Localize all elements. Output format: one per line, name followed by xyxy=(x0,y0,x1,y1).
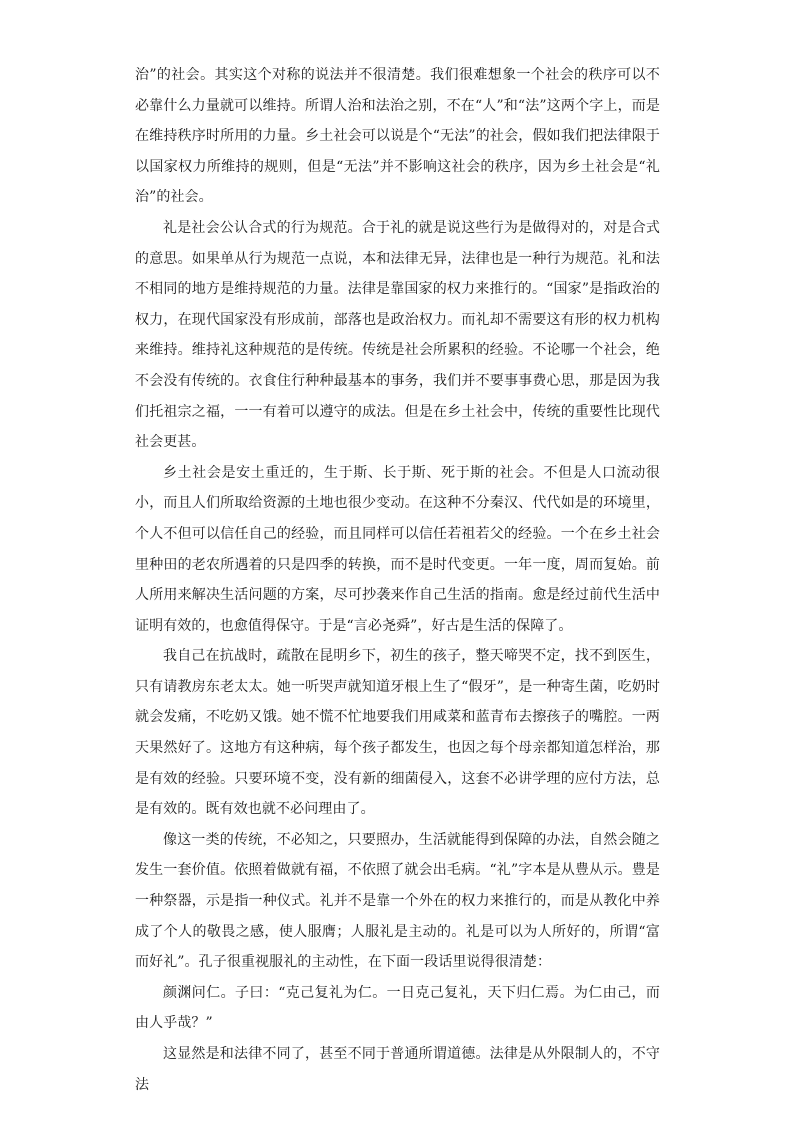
paragraph-7: 这显然是和法律不同了，甚至不同于普通所谓道德。法律是从外限制人的，不守法 xyxy=(135,1046,660,1093)
paragraph-6-quote: 颜渊问仁。子曰：“克己复礼为仁。一日克己复礼，天下归仁焉。为仁由己，而由人乎哉？” xyxy=(135,984,660,1032)
paragraph-1: 治”的社会。其实这个对称的说法并不很清楚。我们很难想象一个社会的秩序可以不必靠什么力量就可以维持。所谓人治和法治之别，不在“人”和“法”这两个字上，而是在维持秩序时所用的力量。乡土社会可以说是个“无法”的社会，假如我们把法律限于以国家权力所维持的规则，但是“无法”并不影响这社会的秩序，因为乡土社会是“礼治”的社会。 xyxy=(135,67,660,206)
document-body xyxy=(135,60,660,1100)
paragraph-2: 礼是社会公认合式的行为规范。合于礼的就是说这些行为是做得对的，对是合式的意思。如果单从行为规范一点说，本和法律无异，法律也是一种行为规范。礼和法不相同的地方是维持规范的力量。法律是靠国家的权力来推行的。“国家”是指政治的权力，在现代国家没有形成前，部落也是政治权力。而礼却不需要这有形的权力机构来维持。维持礼这种规范的是传统。传统是社会所累积的经验。不论哪一个社会，绝不会没有传统的。衣食住行种种最基本的事务，我们并不要事事费心思，那是因为我们托祖宗之福，一一有着可以遵守的成法。但是在乡土社会中，传统的重要性比现代社会更甚。 xyxy=(135,219,660,451)
paragraph-4: 我自己在抗战时，疏散在昆明乡下，初生的孩子，整天啼哭不定，找不到医生，只有请教房东老太太。她一听哭声就知道牙根上生了“假牙”，是一种寄生菌，吃奶时就会发痛，不吃奶又饿。她不慌不忙地要我们用咸菜和蓝青布去擦孩子的嘴腔。一两天果然好了。这地方有这种病，每个孩子都发生，也因之每个母亲都知道怎样治，那是有效的经验。只要环境不变，没有新的细菌侵入，这套不必讲学理的应付方法，总是有效的。既有效也就不必问理由了。 xyxy=(135,648,660,818)
paragraph-5: 像这一类的传统，不必知之，只要照办，生活就能得到保障的办法，自然会随之发生一套价值。依照着做就有福，不依照了就会出毛病。“礼”字本是从豊从示。豊是一种祭器，示是指一种仪式。礼并不是靠一个外在的权力来推行的，而是从教化中养成了个人的敬畏之感，使人服膺；人服礼是主动的。礼是可以为人所好的，所谓“富而好礼”。孔子很重视服礼的主动性，在下面一段话里说得很清楚： xyxy=(135,831,660,971)
paragraph-3: 乡土社会是安土重迁的，生于斯、长于斯、死于斯的社会。不但是人口流动很小，而且人们所取给资源的土地也很少变动。在这种不分秦汉、代代如是的环境里，个人不但可以信任自己的经验，而且同样可以信任若祖若父的经验。一个在乡土社会里种田的老农所遇着的只是四季的转换，而不是时代变更。一年一度，周而复始。前人所用来解决生活问题的方案，尽可抄袭来作自己生活的指南。愈是经过前代生活中证明有效的，也愈值得保守。于是“言必尧舜”，好古是生活的保障了。 xyxy=(135,464,660,634)
